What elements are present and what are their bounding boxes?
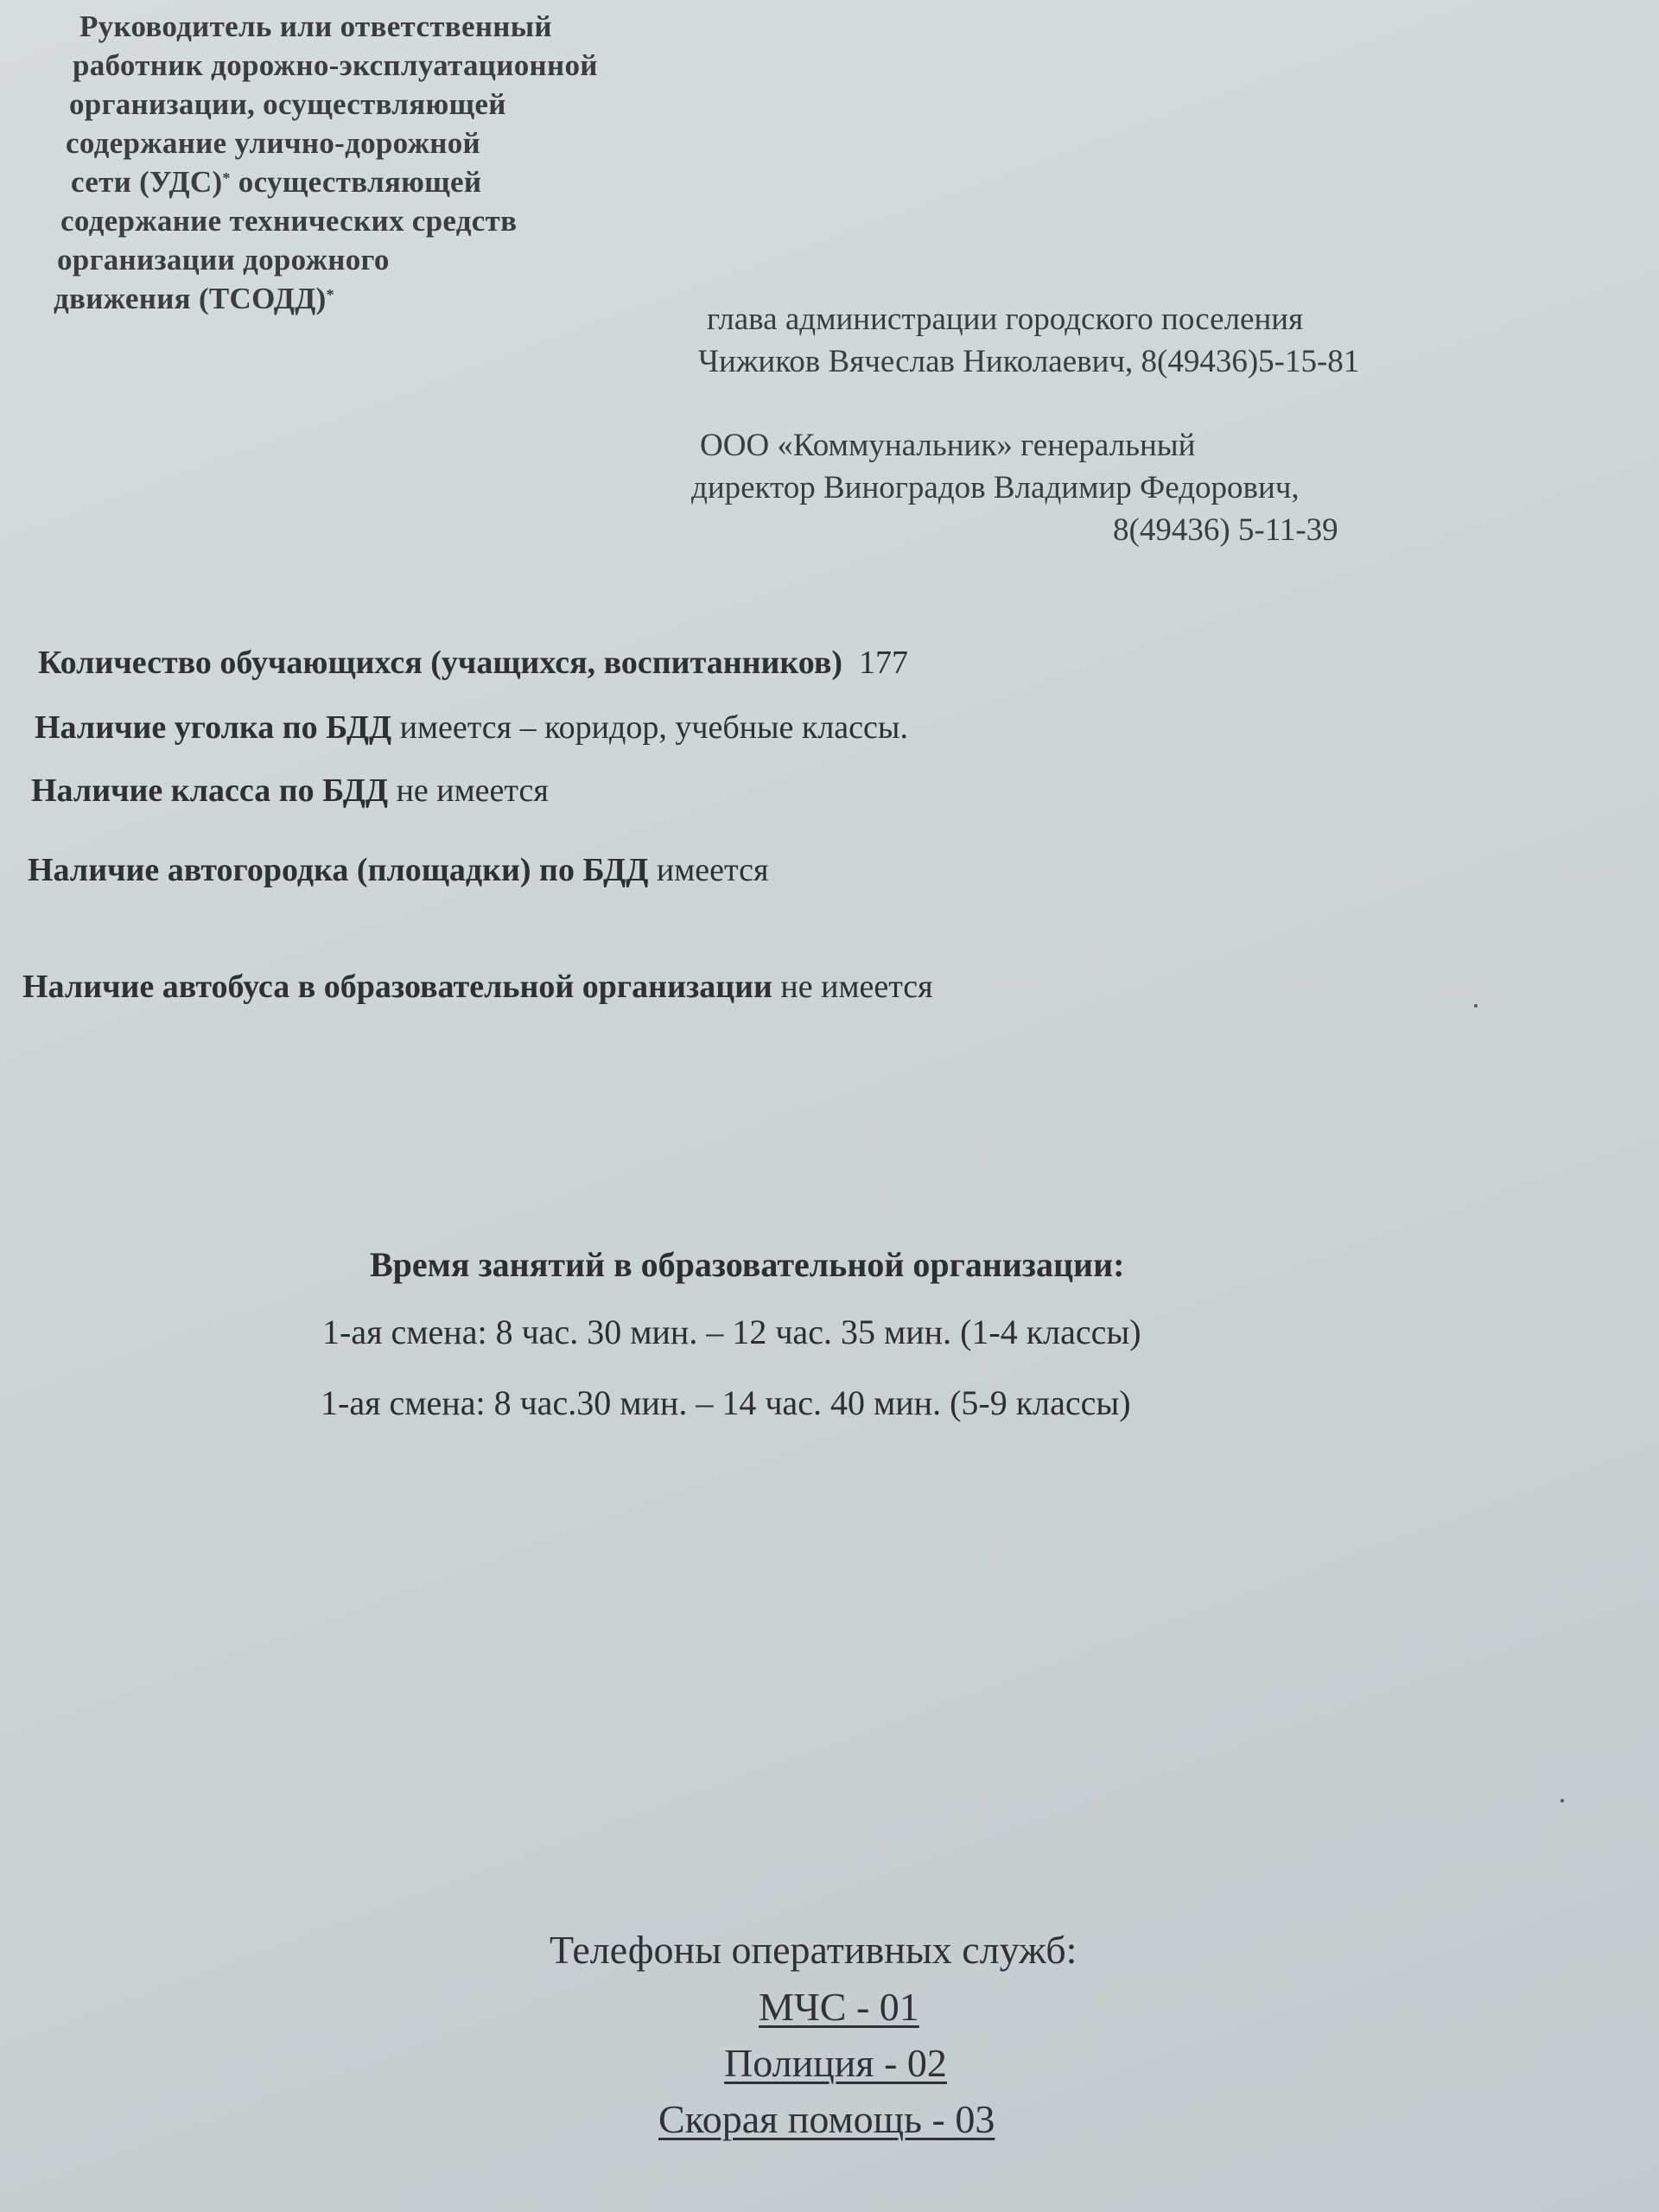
contact-line: директор Виноградов Владимир Федорович, [691,470,1300,505]
contact-line: 8(49436) 5-11-39 [1113,512,1338,548]
fact-value: не имеется [396,772,549,809]
header-line: Руководитель или ответственный [79,10,552,43]
schedule-row: 1-ая смена: 8 час. 30 мин. – 12 час. 35 мин. (1-4 классы) [322,1313,1141,1351]
phone-ambulance: Скорая помощь - 03 [658,2097,995,2141]
header-line: организации, осуществляющей [69,87,506,121]
fact-label: Наличие уголка по БДД [35,709,392,746]
footnote-mark: * [326,286,334,303]
header-line [54,162,598,201]
header-line [54,279,598,318]
fact-value: не имеется [780,969,933,1005]
school-bus [22,968,933,1006]
fact-value: имеется [656,852,769,888]
header-line: работник дорожно-эксплуатационной [73,48,598,82]
fact-label: Количество обучающихся (учащихся, воспитанников) [38,645,842,681]
header-line: организации дорожного [57,243,390,276]
phones-title: Телефоны оперативных служб: [550,1928,1077,1972]
fact-value: имеется – коридор, учебные классы. [399,709,908,746]
fact-label: Наличие автогородка (площадки) по БДД [28,852,649,888]
header-line: содержание улично-дорожной [66,126,481,160]
header-line-part: сети (УДС) [71,165,223,199]
paper-speck [1474,1004,1478,1007]
bdd-autotown [28,851,768,889]
schedule-title: Время занятий в образовательной организации: [370,1245,1125,1284]
responsible-header [54,7,598,318]
fact-label: Наличие автобуса в образовательной организации [22,969,772,1005]
bdd-corner [35,709,908,747]
fact-label: Наличие класса по БДД [31,772,389,809]
contact-line: глава администрации городского поселения [707,302,1304,337]
contacts-block [691,298,1359,551]
contact-line: ООО «Коммунальник» генеральный [700,428,1196,463]
header-line: содержание технических средств [60,204,518,238]
header-line-part: осуществляющей [238,165,482,199]
students-count [38,644,908,682]
phone-police: Полиция - 02 [724,2041,947,2085]
contact-line: Чижиков Вячеслав Николаевич, 8(49436)5-15-81 [698,344,1360,379]
phone-mchs: МЧС - 01 [759,1985,919,2029]
schedule-row: 1-ая смена: 8 час.30 мин. – 14 час. 40 мин. (5-9 классы) [321,1383,1131,1422]
bdd-class [31,772,549,810]
footnote-mark: * [222,169,231,187]
paper-speck [1560,1799,1564,1802]
header-line-part: движения (ТСОДД) [54,282,327,315]
fact-value: 177 [859,645,908,681]
